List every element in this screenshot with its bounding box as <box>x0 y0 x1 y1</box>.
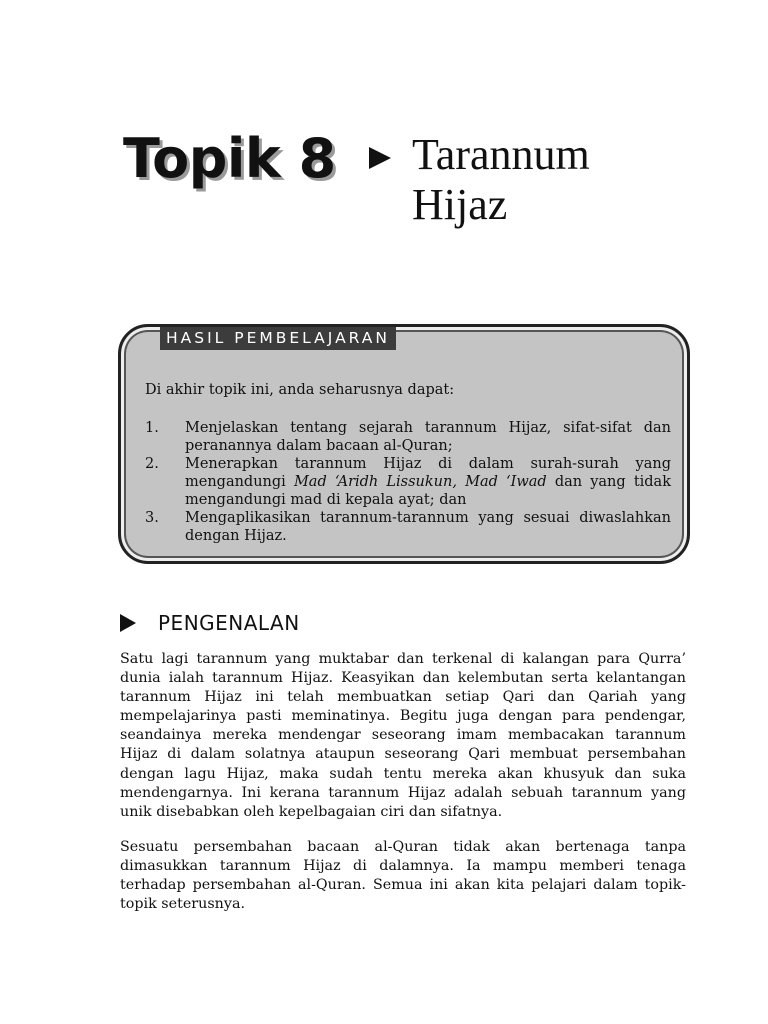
list-item-text <box>185 455 671 509</box>
topic-number-heading: Topik 8 <box>123 127 336 190</box>
list-item-text: Menjelaskan tentang sejarah tarannum Hijaz, sifat-sifat dan peranannya dalam bacaan al-Quran; <box>185 420 671 454</box>
list-item-number: 3. <box>145 510 159 526</box>
triangle-right-icon <box>120 614 136 632</box>
learning-outcomes-list <box>145 419 671 545</box>
learning-outcomes-intro: Di akhir topik ini, anda seharusnya dapat: <box>145 382 455 398</box>
list-item-text: Mengaplikasikan tarannum-tarannum yang sesuai diwaslahkan dengan Hijaz. <box>185 510 671 544</box>
list-item-text-part: Menerapkan tarannum Hijaz di dalam surah-surah yang mengandungi <box>185 456 671 490</box>
topic-title-line-1: Tarannum <box>412 130 590 179</box>
list-item-number: 2. <box>145 456 159 472</box>
section-heading <box>120 611 300 635</box>
topic-title-line-2: Hijaz <box>412 180 508 229</box>
list-item-text-italic: Mad ‘Aridh Lissukun, Mad ‘Iwad <box>293 474 547 490</box>
list-item-number: 1. <box>145 420 159 436</box>
list-item <box>145 419 671 455</box>
learning-outcomes-label: HASIL PEMBELAJARAN <box>160 327 396 350</box>
list-item <box>145 509 671 545</box>
triangle-right-icon <box>369 147 391 169</box>
topic-title <box>412 130 590 230</box>
section-title: PENGENALAN <box>158 611 300 635</box>
body-paragraph: Satu lagi tarannum yang muktabar dan terkenal di kalangan para Qurra’ dunia ialah tarannum Hijaz. Keasyikan dan kelembutan serta kelantangan tarannum Hijaz ini telah membuatkan setiap Qari dan Qariah yang mempelajarinya pasti meminatinya. Begitu juga dengan para pendengar, seandainya mereka mendengar seseorang imam membacakan tarannum Hijaz di dalam solatnya ataupun seseorang Qari membuat persembahan dengan lagu Hijaz, maka sudah tentu mereka akan khusyuk dan suka mendengarnya. Ini kerana tarannum Hijaz adalah sebuah tarannum yang unik disebabkan oleh kepelbagaian ciri dan sifatnya. <box>120 651 686 820</box>
list-item-text-part: dan yang tidak mengandungi mad di kepala ayat; dan <box>185 474 671 508</box>
list-item <box>145 455 671 509</box>
body-paragraph: Sesuatu persembahan bacaan al-Quran tidak akan bertenaga tanpa dimasukkan tarannum Hijaz di dalamnya. Ia mampu memberi tenaga terhadap persembahan al-Quran. Semua ini akan kita pelajari dalam topik-topik seterusnya. <box>120 839 686 913</box>
